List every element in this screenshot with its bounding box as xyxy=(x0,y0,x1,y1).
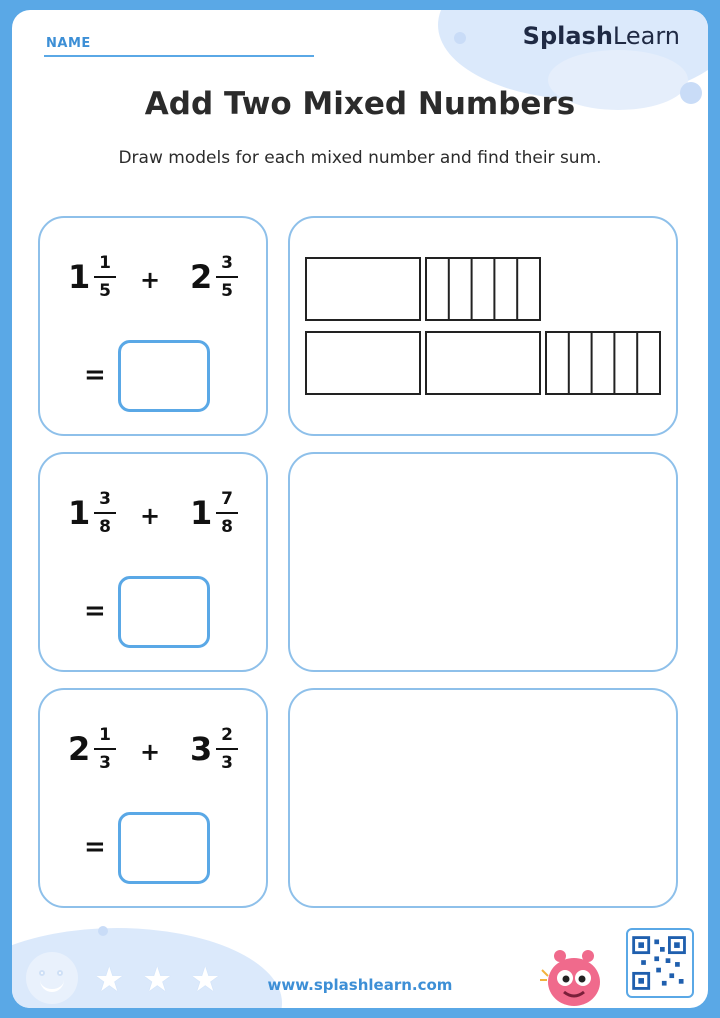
fraction xyxy=(94,252,116,302)
equals-sign: = xyxy=(84,596,106,626)
whole-block xyxy=(306,258,420,320)
decorative-dot xyxy=(98,926,108,936)
plus-sign: + xyxy=(140,502,161,530)
whole-block xyxy=(426,332,540,394)
fraction xyxy=(94,724,116,774)
whole-part: 1 xyxy=(68,258,91,296)
whole-part: 1 xyxy=(68,494,91,532)
denominator: 3 xyxy=(99,753,111,773)
numerator: 3 xyxy=(221,253,233,273)
logo-regular-text: Learn xyxy=(612,22,680,50)
star-icon: ★ xyxy=(190,960,221,1000)
monster-mascot-icon xyxy=(538,940,610,1008)
denominator: 5 xyxy=(221,281,233,301)
fraction-bar xyxy=(94,276,116,278)
instructions: Draw models for each mixed number and find their sum. xyxy=(118,148,602,168)
equals-sign: = xyxy=(84,360,106,390)
denominator: 5 xyxy=(99,281,111,301)
worksheet-page xyxy=(12,10,708,1008)
fraction-strip-outline xyxy=(546,332,660,394)
denominator: 3 xyxy=(221,753,233,773)
star-icon: ★ xyxy=(142,960,173,1000)
plus-sign: + xyxy=(140,266,161,294)
page-title: Add Two Mixed Numbers xyxy=(144,86,576,122)
answer-box[interactable] xyxy=(118,576,210,648)
problem-card-3 xyxy=(38,688,268,908)
fraction-bar xyxy=(216,512,238,514)
splashlearn-logo xyxy=(523,22,680,50)
plus-sign: + xyxy=(140,738,161,766)
qr-code-icon[interactable] xyxy=(626,928,694,998)
name-field-line[interactable] xyxy=(44,55,314,57)
numerator: 2 xyxy=(221,725,233,745)
answer-box[interactable] xyxy=(118,340,210,412)
problem-card-2 xyxy=(38,452,268,672)
numerator: 7 xyxy=(221,489,233,509)
fraction-bar xyxy=(94,748,116,750)
model-card-3[interactable] xyxy=(288,688,678,908)
answer-box[interactable] xyxy=(118,812,210,884)
fifths-block xyxy=(426,258,540,320)
whole-part: 2 xyxy=(68,730,91,768)
logo-bold-text: Splash xyxy=(522,22,613,50)
footer-website[interactable]: www.splashlearn.com xyxy=(267,976,453,994)
whole-part: 3 xyxy=(190,730,213,768)
whole-block xyxy=(306,332,420,394)
decorative-dot xyxy=(454,32,466,44)
numerator: 3 xyxy=(99,489,111,509)
fraction xyxy=(216,488,238,538)
denominator: 8 xyxy=(221,517,233,537)
fraction-strip-outline xyxy=(426,258,540,320)
denominator: 8 xyxy=(99,517,111,537)
expression xyxy=(40,724,266,784)
numerator: 1 xyxy=(99,725,111,745)
fraction-bar xyxy=(216,276,238,278)
fraction-bar xyxy=(94,512,116,514)
fifths-block xyxy=(546,332,660,394)
fraction-bar xyxy=(216,748,238,750)
whole-part: 2 xyxy=(190,258,213,296)
equals-sign: = xyxy=(84,832,106,862)
model-card-1[interactable] xyxy=(288,216,678,436)
model-card-2[interactable] xyxy=(288,452,678,672)
problem-card-1 xyxy=(38,216,268,436)
numerator: 1 xyxy=(99,253,111,273)
whole-part: 1 xyxy=(190,494,213,532)
fraction xyxy=(216,252,238,302)
fraction xyxy=(216,724,238,774)
star-icon: ★ xyxy=(94,960,125,1000)
expression xyxy=(40,252,266,312)
name-label: NAME xyxy=(46,36,91,51)
expression xyxy=(40,488,266,548)
example-model-drawing xyxy=(290,218,676,434)
fraction xyxy=(94,488,116,538)
